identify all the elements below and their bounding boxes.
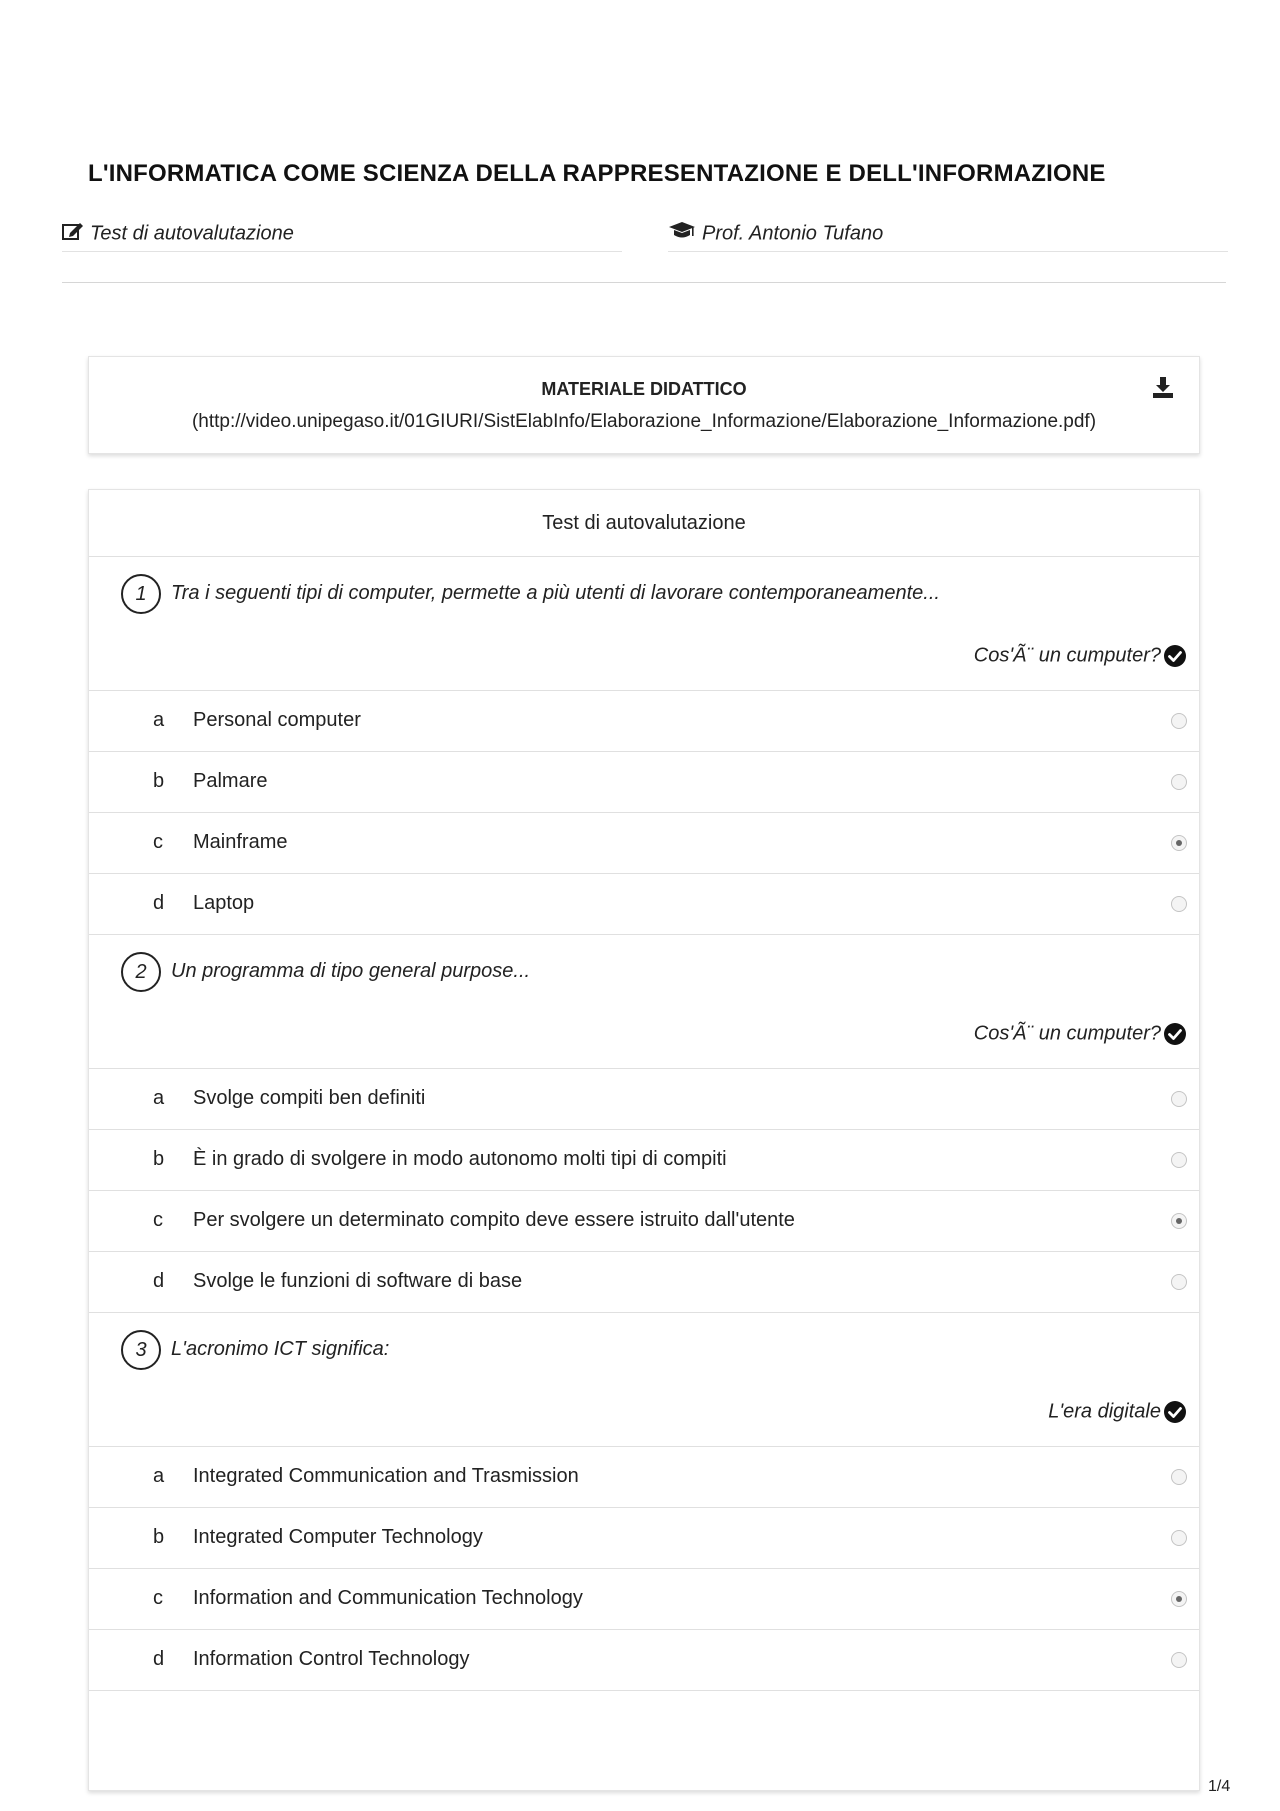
answer-radio[interactable] [1171, 774, 1187, 790]
answer-radio[interactable] [1171, 1213, 1187, 1229]
professor-row [668, 221, 1228, 252]
answer-option[interactable] [89, 1447, 1199, 1508]
answer-text: Laptop [193, 892, 255, 914]
answer-letter: c [153, 1209, 163, 1231]
answer-option[interactable] [89, 752, 1199, 813]
check-circle-icon [1163, 1022, 1187, 1046]
question-topic [1048, 1400, 1187, 1424]
materiale-didattico-box [88, 356, 1200, 454]
answer-text: Integrated Computer Technology [193, 1526, 483, 1548]
answer-text: Svolge compiti ben definiti [193, 1087, 426, 1109]
question-text: Tra i seguenti tipi di computer, permette a più utenti di lavorare contemporaneamente... [171, 582, 940, 604]
question-1 [89, 557, 1199, 935]
answer-option[interactable] [89, 874, 1199, 935]
answer-text: Palmare [193, 770, 268, 792]
question-2 [89, 935, 1199, 1313]
answer-letter: a [153, 1465, 165, 1487]
question-topic [974, 644, 1187, 668]
question-header [89, 935, 1199, 1002]
check-circle-icon [1163, 644, 1187, 668]
page-title: L'INFORMATICA COME SCIENZA DELLA RAPPRESENTAZIONE E DELL'INFORMAZIONE [88, 160, 1106, 187]
test-label-row [62, 221, 622, 252]
check-circle-icon [1163, 1400, 1187, 1424]
answer-option[interactable] [89, 1252, 1199, 1313]
answer-option[interactable] [89, 813, 1199, 874]
answer-letter: d [153, 1648, 165, 1670]
header-divider [62, 282, 1226, 283]
answer-text: Per svolgere un determinato compito deve essere istruito dall'utente [193, 1209, 795, 1231]
materiale-title: MATERIALE DIDATTICO [541, 379, 747, 399]
answer-option[interactable] [89, 1569, 1199, 1630]
answer-letter: b [153, 1526, 165, 1548]
answer-letter: d [153, 892, 165, 914]
question-topic-row [89, 1002, 1199, 1069]
edit-icon [62, 221, 84, 247]
answer-text: Personal computer [193, 709, 361, 731]
question-topic [974, 1022, 1187, 1046]
answer-text: Svolge le funzioni di software di base [193, 1270, 523, 1292]
answer-letter: a [153, 1087, 165, 1109]
page-number: 1/4 [1208, 1778, 1231, 1795]
question-number: 2 [121, 952, 161, 992]
question-header [89, 1313, 1199, 1380]
professor-name: Prof. Antonio Tufano [702, 222, 884, 245]
question-3 [89, 1313, 1199, 1691]
question-number: 3 [121, 1330, 161, 1370]
materiale-link[interactable]: (http://video.unipegaso.it/01GIURI/SistElabInfo/Elaborazione_Informazione/Elaborazione_Informazione.pdf) [191, 411, 1097, 432]
answer-option[interactable] [89, 1191, 1199, 1252]
question-number: 1 [121, 574, 161, 614]
topic-label: Cos'Ã¨ un cumputer? [973, 1022, 1161, 1045]
answer-letter: c [153, 1587, 163, 1609]
answer-text: Information Control Technology [193, 1648, 470, 1670]
answer-option[interactable] [89, 1069, 1199, 1130]
topic-label: Cos'Ã¨ un cumputer? [973, 644, 1161, 667]
answer-text: Information and Communication Technology [193, 1587, 583, 1609]
answer-letter: b [153, 1148, 165, 1170]
question-text: Un programma di tipo general purpose... [171, 960, 531, 982]
answer-text: Integrated Communication and Trasmission [193, 1465, 579, 1487]
test-label: Test di autovalutazione [90, 222, 294, 245]
answer-radio[interactable] [1171, 1530, 1187, 1546]
answer-option[interactable] [89, 1508, 1199, 1569]
answer-letter: a [153, 709, 165, 731]
answer-radio[interactable] [1171, 896, 1187, 912]
answer-option[interactable] [89, 1130, 1199, 1191]
answer-text: Mainframe [193, 831, 288, 853]
question-text: L'acronimo ICT significa: [171, 1338, 390, 1360]
question-header [89, 557, 1199, 624]
answer-letter: b [153, 770, 165, 792]
question-topic-row [89, 1380, 1199, 1447]
answer-option[interactable] [89, 1630, 1199, 1691]
answer-option[interactable] [89, 691, 1199, 752]
answer-letter: d [153, 1270, 165, 1292]
answer-radio[interactable] [1171, 835, 1187, 851]
answer-radio[interactable] [1171, 1091, 1187, 1107]
question-list [89, 557, 1199, 1691]
topic-label: L'era digitale [1048, 1400, 1161, 1423]
download-icon[interactable] [1151, 375, 1175, 399]
question-topic-row [89, 624, 1199, 691]
answer-radio[interactable] [1171, 1274, 1187, 1290]
answer-radio[interactable] [1171, 1469, 1187, 1485]
quiz-header: Test di autovalutazione [89, 490, 1199, 557]
answer-radio[interactable] [1171, 1591, 1187, 1607]
answer-radio[interactable] [1171, 713, 1187, 729]
graduation-cap-icon [668, 221, 696, 247]
answer-letter: c [153, 831, 163, 853]
quiz-panel [88, 489, 1200, 1791]
answer-radio[interactable] [1171, 1652, 1187, 1668]
answer-radio[interactable] [1171, 1152, 1187, 1168]
answer-text: È in grado di svolgere in modo autonomo molti tipi di compiti [193, 1148, 727, 1170]
